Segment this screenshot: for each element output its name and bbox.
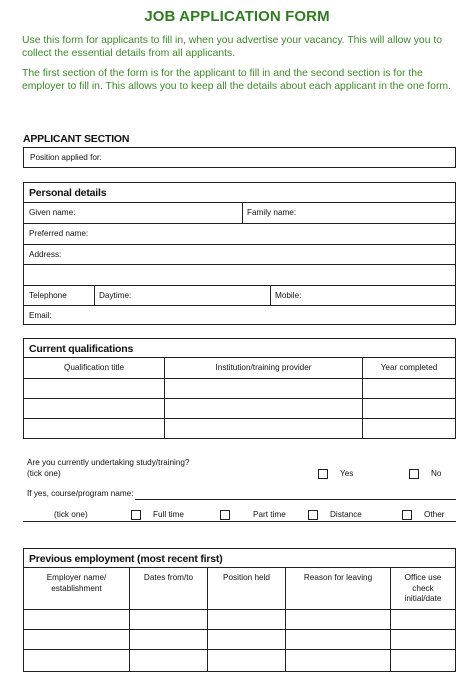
- daytime-label: Daytime:: [99, 291, 132, 300]
- table-row[interactable]: [24, 630, 455, 649]
- full-time-checkbox[interactable]: [131, 510, 141, 520]
- employment-heading: Previous employment (most recent first): [29, 553, 223, 565]
- full-time-label: Full time: [153, 510, 184, 519]
- table-row[interactable]: [24, 650, 455, 670]
- mobile-label: Mobile:: [275, 291, 302, 300]
- no-label: No: [431, 469, 442, 478]
- applicant-section-heading: APPLICANT SECTION: [23, 133, 130, 145]
- table-row[interactable]: [24, 419, 455, 438]
- preferred-name-label: Preferred name:: [29, 229, 89, 238]
- column-header: Employer name/ establishment: [46, 573, 107, 593]
- course-name-label: If yes, course/program name:: [27, 489, 134, 498]
- divider: [23, 521, 456, 522]
- other-checkbox[interactable]: [402, 510, 412, 520]
- column-header: Position held: [223, 573, 270, 582]
- position-applied-box[interactable]: [23, 147, 456, 168]
- qualifications-box: [23, 338, 456, 439]
- other-label: Other: [424, 510, 445, 519]
- given-name-label: Given name:: [29, 208, 76, 217]
- telephone-label: Telephone: [29, 291, 67, 300]
- column-header: Year completed: [380, 363, 438, 372]
- preferred-name-field[interactable]: [24, 224, 455, 244]
- table-row[interactable]: [24, 379, 455, 398]
- yes-checkbox[interactable]: [318, 469, 328, 479]
- form-title: JOB APPLICATION FORM: [144, 8, 330, 25]
- personal-details-heading: Personal details: [29, 187, 107, 199]
- course-name-field[interactable]: [135, 499, 456, 500]
- no-checkbox[interactable]: [409, 469, 419, 479]
- qualifications-heading: Current qualifications: [29, 343, 134, 355]
- part-time-label: Part time: [253, 510, 286, 519]
- yes-label: Yes: [340, 469, 354, 478]
- family-name-field[interactable]: [243, 203, 455, 223]
- given-name-field[interactable]: [24, 203, 242, 223]
- mobile-field[interactable]: [271, 286, 455, 305]
- column-header: Reason for leaving: [303, 573, 373, 582]
- column-header: Qualification title: [63, 363, 125, 372]
- distance-label: Distance: [330, 510, 362, 519]
- table-row[interactable]: [24, 610, 455, 629]
- address-field[interactable]: [24, 245, 455, 285]
- distance-checkbox[interactable]: [308, 510, 318, 520]
- divider: [24, 357, 455, 358]
- column-header: Institution/training provider: [215, 363, 312, 372]
- position-applied-label: Position applied for:: [30, 153, 102, 162]
- employment-box: [23, 548, 456, 672]
- part-time-checkbox[interactable]: [220, 510, 230, 520]
- intro-paragraph-2: The first section of the form is for the applicant to fill in and the second section is for the employer to fill in. This allows you to keep all the details about each applicant in the one form.: [22, 68, 451, 93]
- study-question: Are you currently undertaking study/training?: [27, 458, 190, 467]
- tick-one-label: (tick one): [27, 469, 61, 478]
- table-row[interactable]: [24, 399, 455, 418]
- daytime-field[interactable]: [95, 286, 270, 305]
- tick-one-label: (tick one): [54, 510, 88, 519]
- intro-paragraph-1: Use this form for applicants to fill in, when you advertise your vacancy. This will allow you to collect the essential details from all applicants.: [22, 35, 443, 60]
- email-label: Email:: [29, 311, 52, 320]
- family-name-label: Family name:: [247, 208, 297, 217]
- personal-details-box: [23, 182, 456, 325]
- address-label: Address:: [29, 250, 62, 259]
- column-header: Office use check initial/date: [404, 573, 442, 603]
- email-field[interactable]: [24, 306, 455, 324]
- divider: [24, 264, 455, 265]
- column-header: Dates from/to: [143, 573, 194, 582]
